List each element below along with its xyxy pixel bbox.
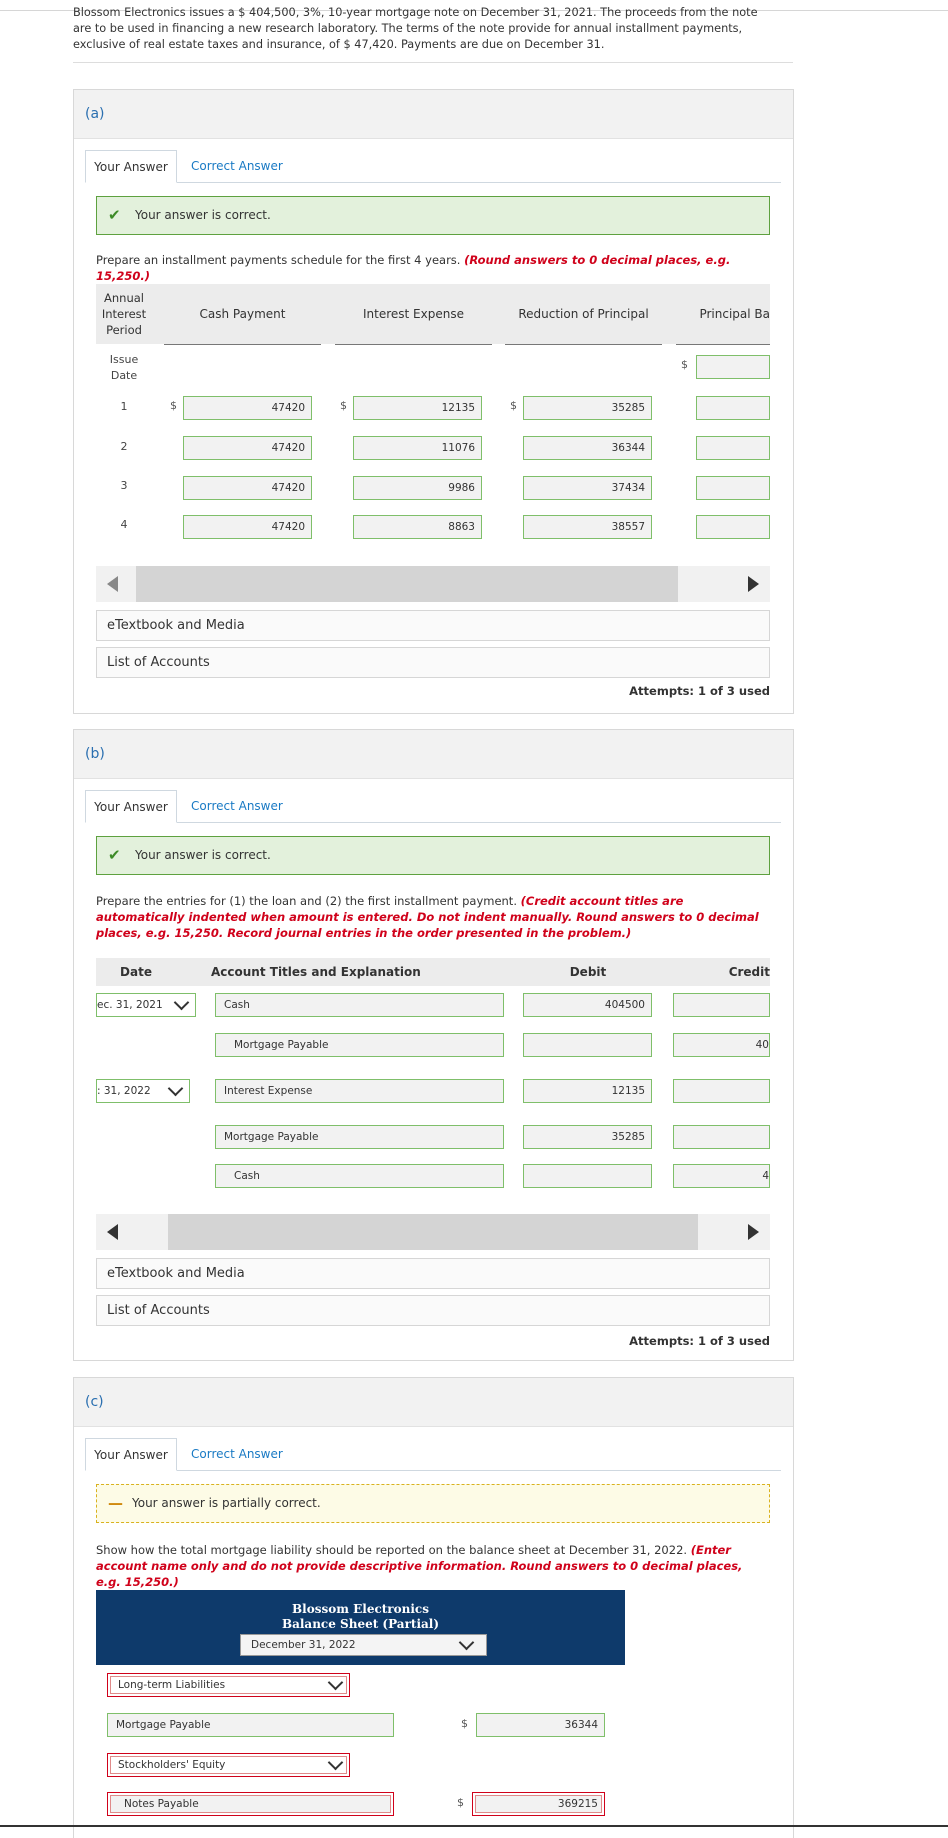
date-select[interactable] xyxy=(240,1634,487,1656)
date-value: ec. 31, 2021 xyxy=(97,999,163,1011)
scroll-left-icon[interactable] xyxy=(107,1224,118,1240)
issue-line1: Issue xyxy=(109,353,139,366)
period-line1: Annual xyxy=(104,291,144,305)
balance-dollar: $ xyxy=(681,358,688,371)
row2-cash-input[interactable]: 47420 xyxy=(183,436,312,460)
part-b-instruction xyxy=(96,893,770,941)
instruction-note: (Round answers to 0 decimal places, e.g. 15,250.) xyxy=(96,253,731,283)
instruction-note: (Credit account titles are automatically indented when amount is entered. Do not indent manually. Round answers to 0 decimal places, e.g. 15,250. Record journal entries in the order presented in the problem.) xyxy=(96,894,759,940)
line2-dollar: $ xyxy=(457,1796,464,1809)
line1-account-input[interactable]: Mortgage Payable xyxy=(107,1713,394,1737)
tab-correct-answer[interactable]: Correct Answer xyxy=(191,159,283,173)
list-of-accounts-link[interactable]: List of Accounts xyxy=(96,1295,770,1326)
col-debit-header: Debit xyxy=(569,965,607,979)
balance-underline xyxy=(676,344,770,345)
etextbook-link[interactable]: eTextbook and Media xyxy=(96,610,770,641)
instruction-text: Prepare an installment payments schedule for the first 4 years. xyxy=(96,253,461,267)
scroll-right-icon[interactable] xyxy=(748,1224,759,1240)
chevron-down-icon xyxy=(168,1081,184,1097)
entry2-account-input[interactable]: Mortgage Payable xyxy=(215,1033,504,1057)
statement-title: Balance Sheet (Partial) xyxy=(281,1617,440,1631)
col-credit-header: Credit xyxy=(728,965,770,979)
entry2-debit-input[interactable] xyxy=(523,1033,652,1057)
part-b-header xyxy=(74,730,793,779)
issue-date-label xyxy=(96,352,152,384)
entry1-account-input[interactable]: Cash xyxy=(215,993,504,1017)
section2-value: Stockholders' Equity xyxy=(118,1759,226,1771)
tab-your-answer[interactable]: Your Answer xyxy=(85,1438,177,1471)
minus-icon: — xyxy=(108,1494,123,1512)
attempts-counter: Attempts: 1 of 3 used xyxy=(629,684,770,698)
part-c-panel xyxy=(73,1377,794,1838)
entry4-credit-input[interactable] xyxy=(673,1125,770,1149)
row1-reduction-input[interactable]: 35285 xyxy=(523,396,652,420)
part-c-status-banner xyxy=(96,1484,770,1523)
row2-reduction-input[interactable]: 36344 xyxy=(523,436,652,460)
entry3-debit-input[interactable]: 12135 xyxy=(523,1079,652,1103)
entry3-credit-input[interactable] xyxy=(673,1079,770,1103)
line1-amount-input[interactable]: 36344 xyxy=(476,1713,605,1737)
col-date-header: Date xyxy=(120,965,152,979)
chevron-down-icon xyxy=(174,995,190,1011)
part-a-tabline xyxy=(85,182,781,183)
schedule-scrollbar[interactable] xyxy=(96,566,770,602)
tab-your-answer[interactable]: Your Answer xyxy=(85,790,177,823)
status-text: Your answer is correct. xyxy=(135,848,271,862)
part-c-tabline xyxy=(85,1470,781,1471)
row3-period: 3 xyxy=(120,479,128,492)
scroll-thumb[interactable] xyxy=(136,566,678,602)
row1-interest-input[interactable]: 12135 xyxy=(353,396,482,420)
row2-period: 2 xyxy=(120,440,128,453)
part-a-header xyxy=(74,90,793,139)
part-b-status-banner xyxy=(96,836,770,875)
scroll-left-icon[interactable] xyxy=(107,576,118,592)
tab-your-answer[interactable]: Your Answer xyxy=(85,150,177,183)
row1-cash-input[interactable]: 47420 xyxy=(183,396,312,420)
part-c-label: (c) xyxy=(85,1394,104,1410)
part-a-panel xyxy=(73,89,794,714)
instruction-note: (Enter account name only and do not provide descriptive information. Round answers to 0 decimal places, e.g. 15,250.) xyxy=(96,1543,743,1589)
line2-account-input[interactable]: Notes Payable xyxy=(107,1792,394,1816)
row4-interest-input[interactable]: 8863 xyxy=(353,515,482,539)
col-interest-header: Interest Expense xyxy=(363,307,464,321)
entry1-date-select[interactable] xyxy=(96,993,196,1017)
part-b-label: (b) xyxy=(85,746,105,762)
entry1-credit-input[interactable] xyxy=(673,993,770,1017)
tab-correct-answer[interactable]: Correct Answer xyxy=(191,799,283,813)
check-icon: ✔ xyxy=(108,846,121,864)
row1-period: 1 xyxy=(120,400,128,413)
chevron-down-icon xyxy=(328,1675,344,1691)
row4-cash-input[interactable]: 47420 xyxy=(183,515,312,539)
chevron-down-icon xyxy=(328,1755,344,1771)
part-b-tabline xyxy=(85,822,781,823)
date-value: : 31, 2022 xyxy=(97,1085,151,1097)
balance-sheet-header xyxy=(96,1590,625,1665)
cash-underline xyxy=(164,344,321,345)
instruction-text: Show how the total mortgage liability should be reported on the balance sheet at December 31, 2022. xyxy=(96,1543,688,1557)
problem-statement: Blossom Electronics issues a $ 404,500, 3%, 10-year mortgage note on December 31, 2021. The proceeds from the note are to be used in financing a new research laboratory. The terms of the note provide for annual installment payments, exclusive of real estate taxes and insurance, of $ 47,420. Payments are due on December 31. xyxy=(73,6,758,51)
attempts-counter: Attempts: 1 of 3 used xyxy=(629,1334,770,1348)
list-of-accounts-link[interactable]: List of Accounts xyxy=(96,647,770,678)
part-c-instruction xyxy=(96,1542,770,1590)
journal-scrollbar[interactable] xyxy=(96,1214,770,1250)
row1-balance-input[interactable] xyxy=(696,396,770,420)
row1-cash-dollar: $ xyxy=(170,399,177,412)
row2-interest-input[interactable]: 11076 xyxy=(353,436,482,460)
row4-reduction-input[interactable]: 38557 xyxy=(523,515,652,539)
status-text: Your answer is partially correct. xyxy=(132,1496,321,1510)
row2-balance-input[interactable] xyxy=(696,436,770,460)
entry4-debit-input[interactable]: 35285 xyxy=(523,1125,652,1149)
part-c-header xyxy=(74,1378,793,1427)
scroll-thumb[interactable] xyxy=(168,1214,698,1250)
line2-amount-input[interactable]: 369215 xyxy=(472,1792,605,1816)
section1-select[interactable] xyxy=(107,1673,350,1697)
part-a-instruction xyxy=(96,252,770,284)
reduction-underline xyxy=(505,344,662,345)
problem-divider xyxy=(73,62,793,63)
status-text: Your answer is correct. xyxy=(135,208,271,222)
chevron-down-icon xyxy=(459,1635,475,1651)
etextbook-link[interactable]: eTextbook and Media xyxy=(96,1258,770,1289)
row1-interest-dollar: $ xyxy=(340,399,347,412)
part-a-label: (a) xyxy=(85,106,105,122)
row4-balance-input[interactable] xyxy=(696,515,770,539)
part-a-status-banner xyxy=(96,196,770,235)
entry3-date-select[interactable] xyxy=(96,1079,190,1103)
row3-interest-input[interactable]: 9986 xyxy=(353,476,482,500)
period-line2: Interest xyxy=(101,307,147,321)
section2-select[interactable] xyxy=(107,1753,350,1777)
tab-correct-answer[interactable]: Correct Answer xyxy=(191,1447,283,1461)
instruction-text: Prepare the entries for (1) the loan and (2) the first installment payment. xyxy=(96,894,517,908)
entry1-debit-input[interactable]: 404500 xyxy=(523,993,652,1017)
entry4-account-input[interactable]: Mortgage Payable xyxy=(215,1125,504,1149)
row3-cash-input[interactable]: 47420 xyxy=(183,476,312,500)
company-name: Blossom Electronics xyxy=(292,1602,429,1616)
entry5-credit-input[interactable]: 4 xyxy=(673,1164,770,1188)
col-balance-header: Principal Ba xyxy=(699,307,770,321)
row4-period: 4 xyxy=(120,518,128,531)
section1-value: Long-term Liabilities xyxy=(118,1679,226,1691)
entry5-account-input[interactable]: Cash xyxy=(215,1164,504,1188)
col-period-header xyxy=(96,290,152,338)
entry3-account-input[interactable]: Interest Expense xyxy=(215,1079,504,1103)
col-cash-header: Cash Payment xyxy=(199,307,286,321)
row3-balance-input[interactable] xyxy=(696,476,770,500)
date-value: December 31, 2022 xyxy=(251,1639,356,1651)
col-reduction-header: Reduction of Principal xyxy=(518,307,649,321)
part-b-panel xyxy=(73,729,794,1361)
row1-reduction-dollar: $ xyxy=(510,399,517,412)
interest-underline xyxy=(335,344,492,345)
row3-reduction-input[interactable]: 37434 xyxy=(523,476,652,500)
entry5-debit-input[interactable] xyxy=(523,1164,652,1188)
check-icon: ✔ xyxy=(108,206,121,224)
issue-balance-input[interactable] xyxy=(696,355,770,379)
entry2-credit-input[interactable]: 40 xyxy=(673,1033,770,1057)
line1-dollar: $ xyxy=(461,1717,468,1730)
period-line3: Period xyxy=(106,323,142,337)
col-account-header: Account Titles and Explanation xyxy=(211,965,421,979)
scroll-right-icon[interactable] xyxy=(748,576,759,592)
issue-line2: Date xyxy=(110,369,138,382)
